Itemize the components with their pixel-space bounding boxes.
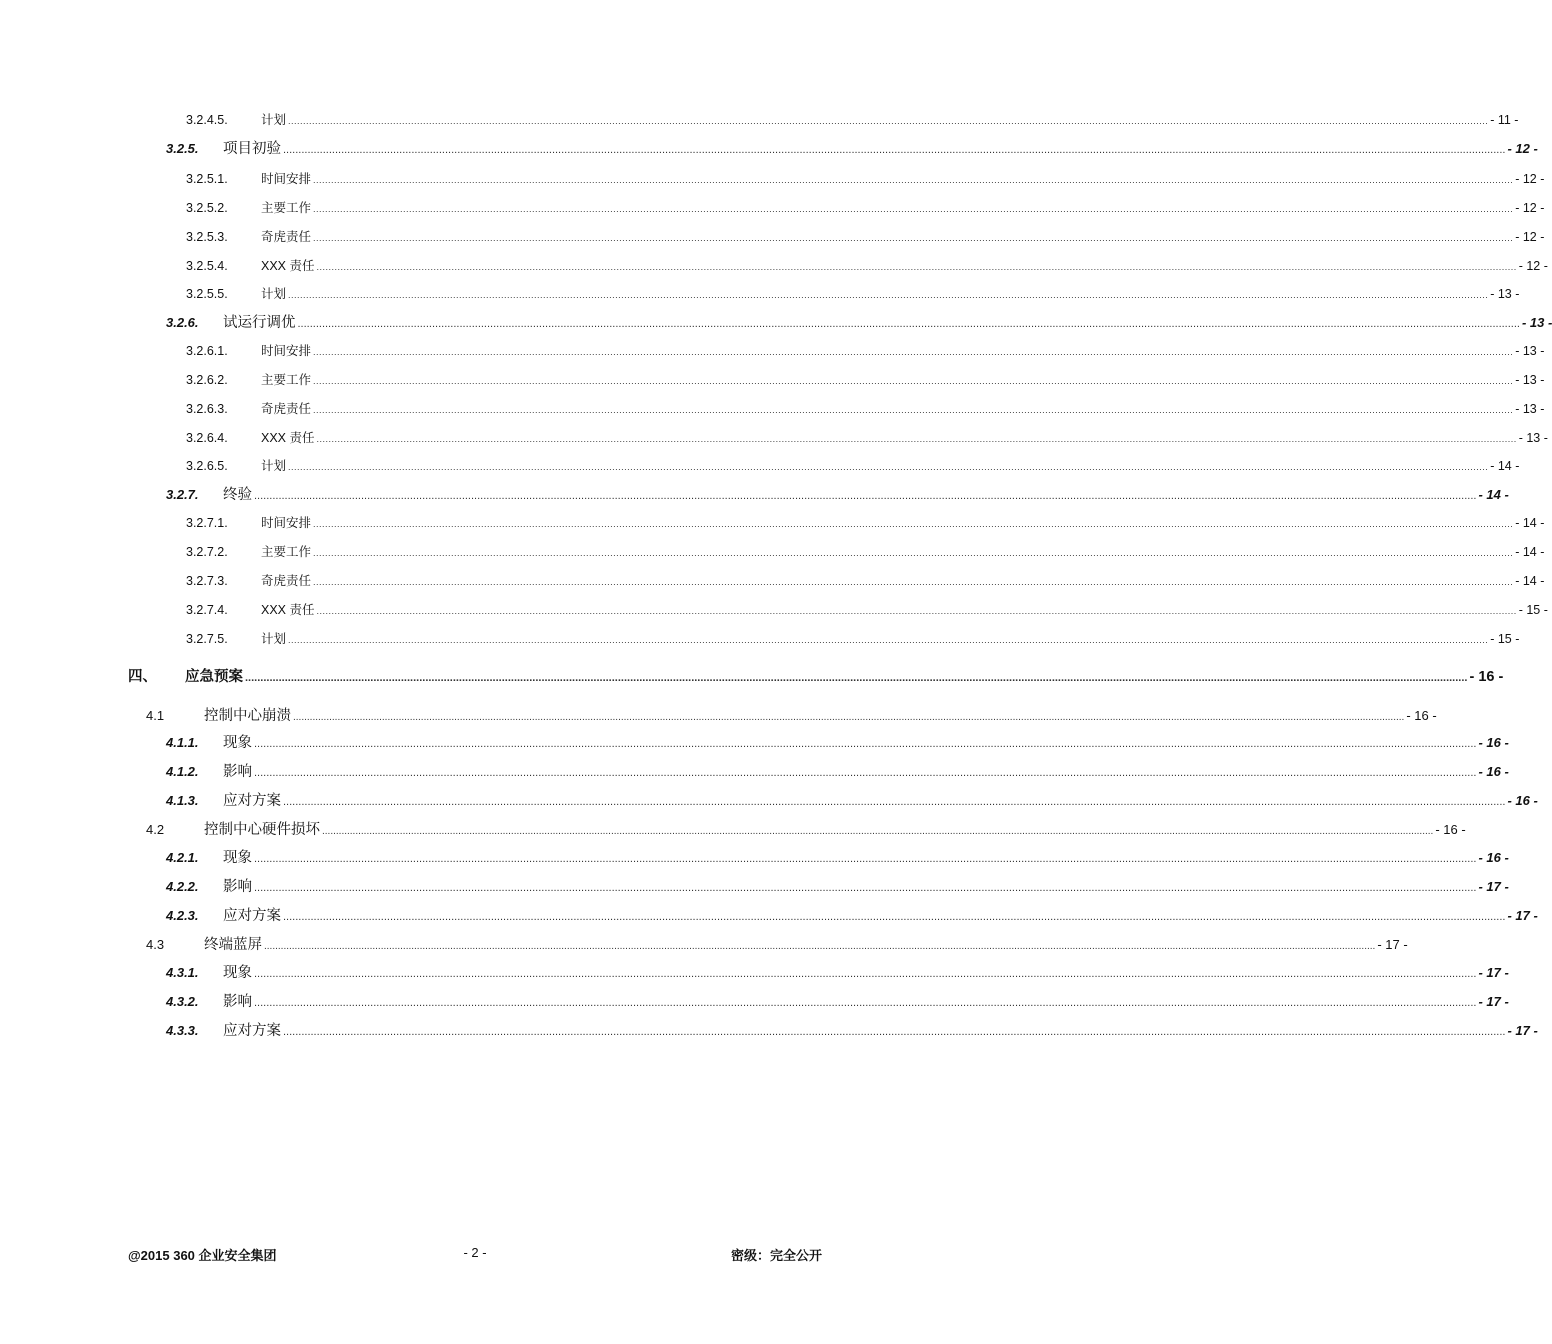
- toc-entry[interactable]: [186, 399, 1545, 419]
- toc-dot-leader: ................................................................................................................................................................................................................................................................................................................................................................................................................: [316, 262, 1517, 272]
- footer-copyright: @2015 360 企业安全集团: [128, 1248, 277, 1263]
- toc-entry-page: - 14 -: [1515, 574, 1545, 588]
- toc-dot-leader: ................................................................................................................................................................................................................................................................................................................................................................................................................: [288, 462, 1489, 472]
- toc-dot-leader: ................................................................................................................................................................................................................................................................................................................................................................................................................: [283, 1026, 1506, 1038]
- toc-dot-leader: ................................................................................................................................................................................................................................................................................................................................................................................................................: [288, 290, 1489, 300]
- toc-entry[interactable]: [186, 110, 1519, 130]
- toc-entry-title: 计划: [261, 459, 287, 473]
- toc-dot-leader: ................................................................................................................................................................................................................................................................................................................................................................................................................: [254, 767, 1477, 779]
- toc-dot-leader: ................................................................................................................................................................................................................................................................................................................................................................................................................: [288, 635, 1489, 645]
- toc-entry-title: XXX 责任: [261, 259, 315, 273]
- toc-entry-number: 四、: [128, 669, 157, 685]
- toc-entry-page: - 12 -: [1515, 172, 1545, 186]
- footer-page-number: - 2 -: [463, 1245, 487, 1260]
- toc-entry-number: 4.3.3.: [166, 1023, 199, 1038]
- toc-entry-page: - 16 -: [1507, 793, 1538, 808]
- toc-entry[interactable]: [166, 875, 1509, 897]
- toc-entry-title: 奇虎责任: [261, 230, 312, 244]
- toc-entry[interactable]: [186, 169, 1545, 189]
- toc-entry[interactable]: [186, 370, 1545, 390]
- toc-entry[interactable]: [186, 284, 1520, 304]
- toc-entry[interactable]: [166, 311, 1552, 333]
- toc-entry-title: 应对方案: [223, 1023, 281, 1039]
- toc-entry-page: - 12 -: [1515, 201, 1545, 215]
- toc-entry-title: 奇虎责任: [261, 402, 312, 416]
- toc-entry-title: 应对方案: [223, 793, 281, 809]
- toc-entry[interactable]: [146, 933, 1408, 955]
- toc-entry-page: - 15 -: [1518, 603, 1548, 617]
- toc-entry-page: - 16 -: [1435, 822, 1466, 837]
- toc-entry-page: - 14 -: [1515, 516, 1545, 530]
- toc-dot-leader: ................................................................................................................................................................................................................................................................................................................................................................................................................: [293, 712, 1405, 723]
- toc-entry-page: - 16 -: [1478, 735, 1509, 750]
- toc-entry-page: - 17 -: [1507, 1023, 1538, 1038]
- toc-entry[interactable]: [146, 818, 1466, 840]
- toc-entry[interactable]: [166, 760, 1509, 782]
- toc-dot-leader: ................................................................................................................................................................................................................................................................................................................................................................................................................: [288, 116, 1489, 126]
- toc-entry-number: 3.2.7.: [166, 487, 199, 502]
- toc-entry-title: 应急预案: [185, 669, 243, 685]
- toc-entry-page: - 14 -: [1478, 487, 1509, 502]
- toc-entry-title: 现象: [223, 965, 252, 981]
- toc-dot-leader: ................................................................................................................................................................................................................................................................................................................................................................................................................: [313, 347, 1514, 357]
- toc-entry-page: - 12 -: [1507, 141, 1538, 156]
- toc-dot-leader: ................................................................................................................................................................................................................................................................................................................................................................................................................: [313, 175, 1514, 185]
- toc-entry[interactable]: [166, 990, 1509, 1012]
- toc-entry[interactable]: [166, 789, 1538, 811]
- toc-entry[interactable]: [186, 542, 1545, 562]
- page-footer: [128, 1245, 822, 1265]
- toc-entry[interactable]: [186, 456, 1520, 476]
- toc-dot-leader: ................................................................................................................................................................................................................................................................................................................................................................................................................: [254, 882, 1477, 894]
- toc-entry-number: 3.2.5.3.: [186, 230, 228, 244]
- toc-entry-page: - 13 -: [1521, 315, 1552, 330]
- toc-entry-number: 4.2: [146, 822, 165, 837]
- toc-dot-leader: ................................................................................................................................................................................................................................................................................................................................................................................................................: [245, 672, 1468, 684]
- toc-entry-page: - 17 -: [1478, 879, 1509, 894]
- toc-entry-number: 3.2.6.1.: [186, 344, 228, 358]
- toc-entry-page: - 12 -: [1518, 259, 1548, 273]
- toc-entry-page: - 15 -: [1490, 632, 1520, 646]
- toc-entry-number: 3.2.6.5.: [186, 459, 228, 473]
- toc-entry-number: 4.3.1.: [166, 965, 199, 980]
- toc-entry-number: 3.2.5.1.: [186, 172, 228, 186]
- toc-entry[interactable]: [166, 483, 1509, 505]
- toc-entry-title: 时间安排: [261, 344, 312, 358]
- toc-dot-leader: ................................................................................................................................................................................................................................................................................................................................................................................................................: [313, 376, 1514, 386]
- toc-entry-title: 试运行调优: [223, 315, 296, 331]
- toc-entry-number: 3.2.5.5.: [186, 287, 228, 301]
- toc-dot-leader: ................................................................................................................................................................................................................................................................................................................................................................................................................: [313, 519, 1514, 529]
- toc-entry-title: 时间安排: [261, 516, 312, 530]
- toc-entry-title: 主要工作: [261, 201, 312, 215]
- toc-dot-leader: ................................................................................................................................................................................................................................................................................................................................................................................................................: [254, 853, 1477, 865]
- toc-dot-leader: ................................................................................................................................................................................................................................................................................................................................................................................................................: [313, 405, 1514, 415]
- toc-entry[interactable]: [186, 428, 1548, 448]
- toc-entry-number: 3.2.7.4.: [186, 603, 228, 617]
- toc-entry-number: 3.2.4.5.: [186, 113, 228, 127]
- toc-entry-title: 主要工作: [261, 545, 312, 559]
- toc-entry-page: - 11 -: [1490, 113, 1519, 127]
- toc-entry-page: - 16 -: [1478, 850, 1509, 865]
- toc-dot-leader: ................................................................................................................................................................................................................................................................................................................................................................................................................: [254, 490, 1477, 502]
- toc-entry[interactable]: [186, 227, 1545, 247]
- toc-entry-title: 影响: [223, 994, 252, 1010]
- toc-entry-number: 4.2.2.: [166, 879, 199, 894]
- toc-entry-page: - 13 -: [1515, 373, 1545, 387]
- toc-entry-title: 计划: [261, 632, 287, 646]
- toc-entry-page: - 12 -: [1515, 230, 1545, 244]
- toc-entry-page: - 13 -: [1515, 344, 1545, 358]
- toc-entry[interactable]: [166, 961, 1509, 983]
- toc-dot-leader: ................................................................................................................................................................................................................................................................................................................................................................................................................: [313, 204, 1514, 214]
- toc-dot-leader: ................................................................................................................................................................................................................................................................................................................................................................................................................: [254, 997, 1477, 1009]
- toc-entry-title: 应对方案: [223, 908, 281, 924]
- toc-entry[interactable]: [128, 665, 1504, 687]
- toc-entry-title: 控制中心崩溃: [204, 708, 291, 724]
- toc-entry-page: - 17 -: [1478, 965, 1509, 980]
- toc-entry-number: 4.3: [146, 937, 165, 952]
- toc-entry-page: - 16 -: [1469, 669, 1504, 685]
- toc-entry[interactable]: [146, 704, 1437, 726]
- toc-entry-title: 影响: [223, 764, 252, 780]
- toc-entry-page: - 14 -: [1515, 545, 1545, 559]
- toc-entry-number: 3.2.6.: [166, 315, 199, 330]
- toc-dot-leader: ................................................................................................................................................................................................................................................................................................................................................................................................................: [313, 548, 1514, 558]
- toc-entry[interactable]: [186, 513, 1545, 533]
- toc-dot-leader: ................................................................................................................................................................................................................................................................................................................................................................................................................: [254, 968, 1477, 980]
- toc-entry-number: 4.2.1.: [166, 850, 199, 865]
- toc-entry[interactable]: [186, 341, 1545, 361]
- toc-entry[interactable]: [166, 731, 1509, 753]
- toc-entry-title: XXX 责任: [261, 431, 315, 445]
- toc-entry-number: 3.2.5.4.: [186, 259, 228, 273]
- toc-entry-title: 现象: [223, 850, 252, 866]
- toc-dot-leader: ................................................................................................................................................................................................................................................................................................................................................................................................................: [297, 318, 1520, 330]
- toc-entry-number: 4.1: [146, 708, 165, 723]
- toc-entry[interactable]: [166, 846, 1509, 868]
- toc-dot-leader: ................................................................................................................................................................................................................................................................................................................................................................................................................: [283, 911, 1506, 923]
- toc-entry[interactable]: [166, 904, 1538, 926]
- toc-entry-title: 项目初验: [223, 141, 281, 157]
- toc-entry-page: - 16 -: [1406, 708, 1437, 723]
- toc-entry-title: 终端蓝屏: [204, 937, 262, 953]
- toc-entry-page: - 17 -: [1478, 994, 1509, 1009]
- toc-entry-title: 主要工作: [261, 373, 312, 387]
- toc-dot-leader: ................................................................................................................................................................................................................................................................................................................................................................................................................: [283, 144, 1506, 156]
- toc-entry-number: 4.3.2.: [166, 994, 199, 1009]
- toc-entry-number: 3.2.7.2.: [186, 545, 228, 559]
- toc-entry-page: - 13 -: [1515, 402, 1545, 416]
- toc-entry[interactable]: [166, 1019, 1538, 1041]
- toc-entry-number: 3.2.6.2.: [186, 373, 228, 387]
- toc-entry[interactable]: [186, 256, 1548, 276]
- toc-entry[interactable]: [186, 198, 1545, 218]
- toc-dot-leader: ................................................................................................................................................................................................................................................................................................................................................................................................................: [316, 434, 1517, 444]
- toc-entry-page: - 14 -: [1490, 459, 1520, 473]
- toc-entry-page: - 16 -: [1478, 764, 1509, 779]
- toc-entry-title: 计划: [261, 287, 287, 301]
- toc-dot-leader: ................................................................................................................................................................................................................................................................................................................................................................................................................: [264, 941, 1376, 952]
- toc-entry-page: - 13 -: [1490, 287, 1520, 301]
- toc-entry-page: - 17 -: [1507, 908, 1538, 923]
- toc-entry-title: 终验: [223, 487, 252, 503]
- toc-entry-page: - 13 -: [1518, 431, 1548, 445]
- toc-entry[interactable]: [186, 629, 1520, 649]
- toc-entry-number: 4.1.3.: [166, 793, 199, 808]
- toc-entry[interactable]: [186, 571, 1545, 591]
- toc-entry-title: 计划: [261, 113, 287, 127]
- toc-entry-number: 3.2.7.3.: [186, 574, 228, 588]
- toc-entry-title: 现象: [223, 735, 252, 751]
- toc-dot-leader: ................................................................................................................................................................................................................................................................................................................................................................................................................: [283, 796, 1506, 808]
- toc-entry-title: 控制中心硬件损坏: [204, 822, 320, 838]
- toc-entry-page: - 17 -: [1377, 937, 1408, 952]
- toc-entry-title: 影响: [223, 879, 252, 895]
- toc-dot-leader: ................................................................................................................................................................................................................................................................................................................................................................................................................: [254, 738, 1477, 750]
- toc-entry-number: 4.2.3.: [166, 908, 199, 923]
- toc-dot-leader: ................................................................................................................................................................................................................................................................................................................................................................................................................: [313, 233, 1514, 243]
- footer-classification: 密级：完全公开: [730, 1248, 822, 1263]
- toc-entry-number: 3.2.6.4.: [186, 431, 228, 445]
- toc-entry-title: 时间安排: [261, 172, 312, 186]
- toc-entry-number: 3.2.5.2.: [186, 201, 228, 215]
- toc-entry-title: 奇虎责任: [261, 574, 312, 588]
- toc-dot-leader: ................................................................................................................................................................................................................................................................................................................................................................................................................: [322, 826, 1434, 837]
- toc-dot-leader: ................................................................................................................................................................................................................................................................................................................................................................................................................: [313, 577, 1514, 587]
- toc-entry-title: XXX 责任: [261, 603, 315, 617]
- toc-entry-number: 3.2.7.1.: [186, 516, 228, 530]
- toc-entry-number: 4.1.2.: [166, 764, 199, 779]
- toc-entry[interactable]: [186, 600, 1548, 620]
- toc-entry-number: 4.1.1.: [166, 735, 199, 750]
- toc-entry-number: 3.2.7.5.: [186, 632, 228, 646]
- toc-dot-leader: ................................................................................................................................................................................................................................................................................................................................................................................................................: [316, 606, 1517, 616]
- toc-entry[interactable]: [166, 137, 1538, 159]
- toc-entry-number: 3.2.5.: [166, 141, 199, 156]
- toc-entry-number: 3.2.6.3.: [186, 402, 228, 416]
